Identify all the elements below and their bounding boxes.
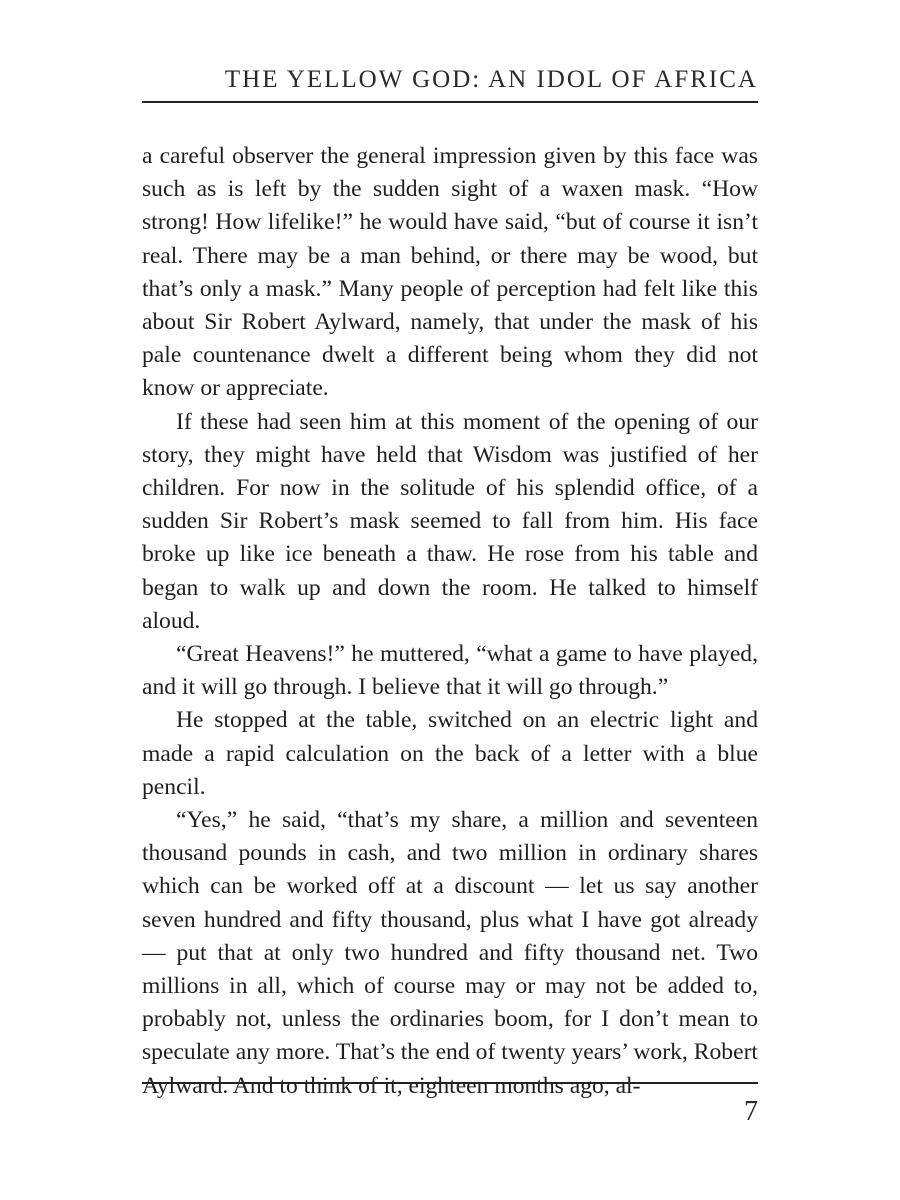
paragraph-1: a careful observer the general impression given by this face was such as is left by the sudden sight of a waxen mask. “How strong! How lifelike!” he would have said, “but of course it isn’t real. There may be a man behind, or there may be wood, but that’s only a mask.” Many people of perception had felt like this about Sir Robert Aylward, namely, that under the mask of his pale countenance dwelt a different being whom they did not know or appreciate. — [142, 143, 758, 402]
page-body — [142, 140, 758, 1103]
paragraph-5: “Yes,” he said, “that’s my share, a million and seventeen thousand pounds in cash, and two million in ordinary shares which can be worked off at a discount — let us say another seven hundred and fifty thousand, plus what I have got already — put that at only two hundred and fifty thousand net. Two millions in all, which of course may or may not be added to, probably not, unless the ordinaries boom, for I don’t mean to speculate any more. That’s the end of twenty years’ work, Robert Aylward. And to think of it, eighteen months ago, al- — [142, 807, 758, 1099]
header-rule — [142, 101, 758, 103]
paragraph-2: If these had seen him at this moment of the opening of our story, they might have held that Wisdom was justified of her children. For now in the solitude of his splendid office, of a sudden Sir Robert’s mask seemed to fall from him. His face broke up like ice beneath a thaw. He rose from his table and began to walk up and down the room. He talked to himself aloud. — [142, 408, 758, 634]
running-head: THE YELLOW GOD: AN IDOL OF AFRICA — [224, 66, 758, 93]
paragraph-4: He stopped at the table, switched on an electric light and made a rapid calculation on the back of a letter with a blue pencil. — [142, 707, 758, 800]
page-number: 7 — [744, 1096, 758, 1127]
footer-rule — [142, 1082, 758, 1084]
paragraph-3: “Great Heavens!” he muttered, “what a game to have played, and it will go through. I believe that it will go through.” — [142, 641, 758, 701]
